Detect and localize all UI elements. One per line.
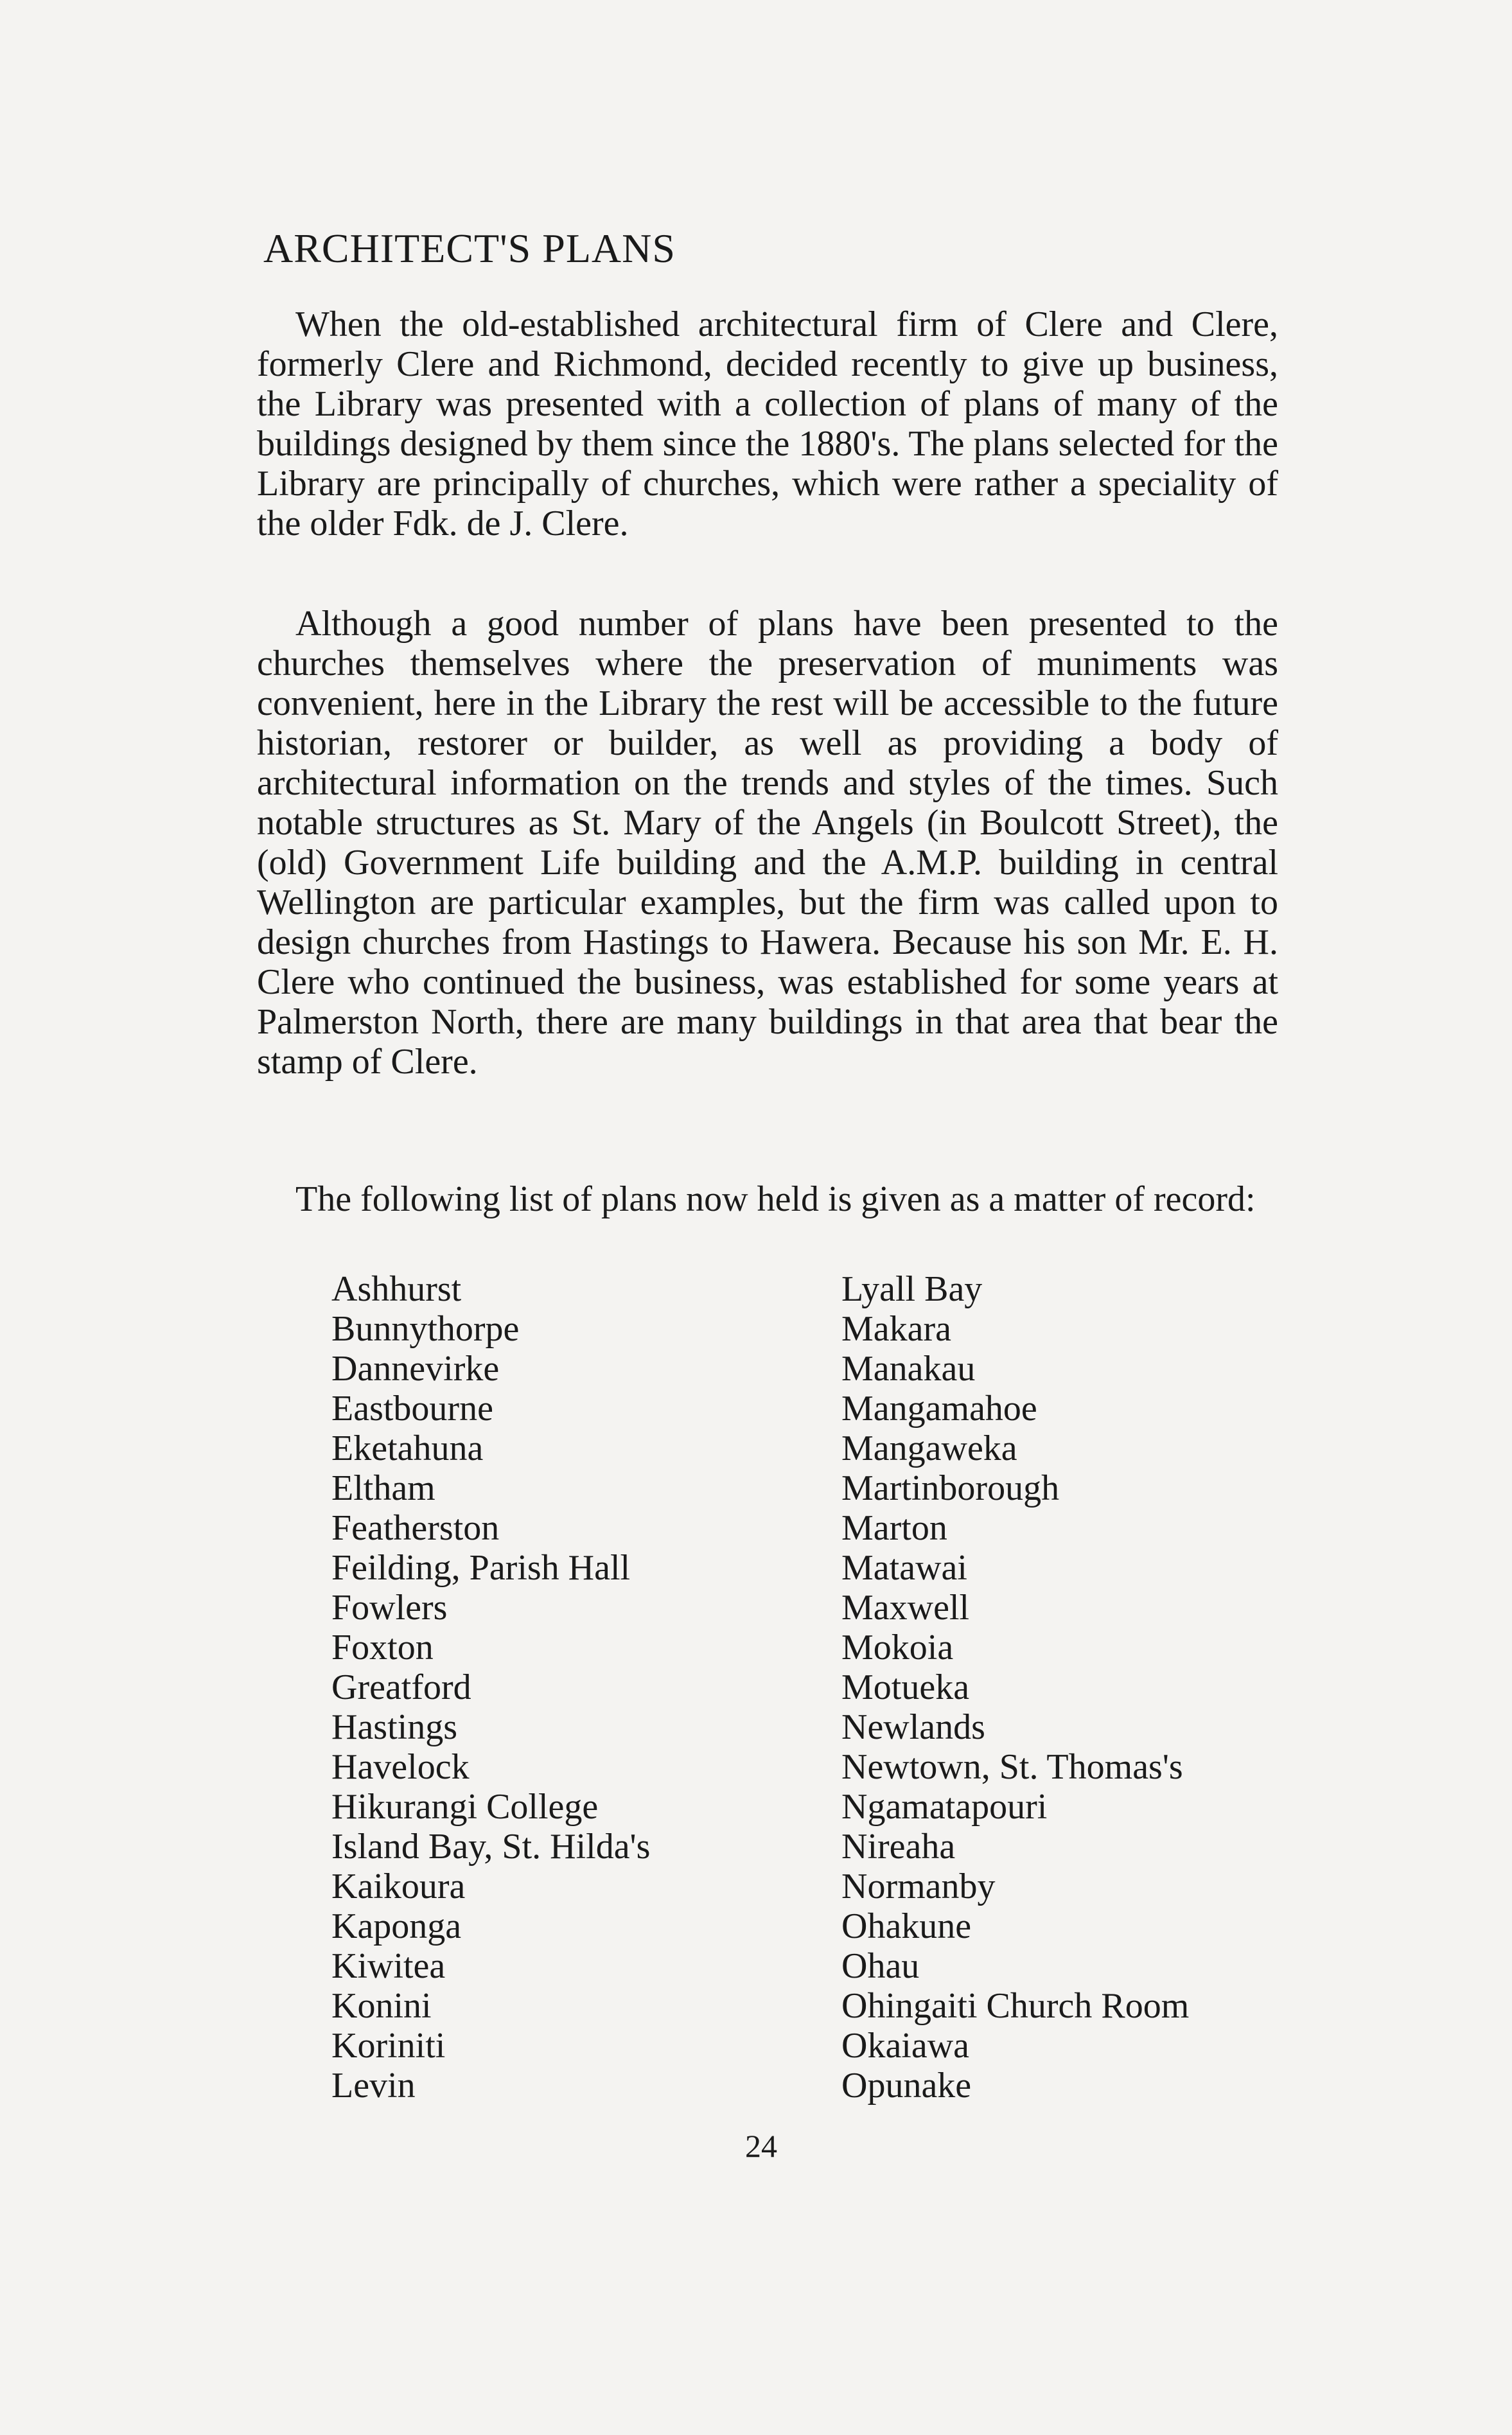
list-item: Marton — [841, 1508, 947, 1548]
list-item: Opunake — [841, 2066, 972, 2105]
list-item: Kiwitea — [331, 1946, 446, 1986]
list-item: Mangaweka — [841, 1428, 1017, 1468]
list-item: Hastings — [331, 1707, 457, 1747]
page-number: 24 — [745, 2128, 777, 2164]
list-item: Ashhurst — [331, 1269, 462, 1309]
list-item: Okaiawa — [841, 2026, 970, 2066]
list-item: Lyall Bay — [841, 1269, 983, 1309]
list-item: Newtown, St. Thomas's — [841, 1747, 1183, 1787]
page-heading: ARCHITECT'S PLANS — [263, 225, 676, 271]
list-item: Havelock — [331, 1747, 470, 1787]
list-item: Mokoia — [841, 1628, 954, 1667]
list-item: Makara — [841, 1309, 952, 1349]
plans-list-left — [331, 1269, 650, 2105]
list-item: Ohau — [841, 1946, 920, 1986]
list-item: Feilding, Parish Hall — [331, 1548, 631, 1588]
list-item: Hikurangi College — [331, 1787, 599, 1827]
list-item: Matawai — [841, 1548, 967, 1588]
list-item: Ohakune — [841, 1906, 972, 1946]
list-item: Foxton — [331, 1628, 434, 1667]
list-item: Martinborough — [841, 1468, 1060, 1508]
list-item: Greatford — [331, 1667, 471, 1707]
list-item: Kaponga — [331, 1906, 462, 1946]
list-item: Levin — [331, 2066, 416, 2105]
list-item: Normanby — [841, 1867, 996, 1906]
list-item: Konini — [331, 1986, 432, 2026]
list-item: Fowlers — [331, 1588, 448, 1628]
list-item: Featherston — [331, 1508, 500, 1548]
list-item: Ohingaiti Church Room — [841, 1986, 1190, 2026]
list-item: Eltham — [331, 1468, 435, 1508]
list-item: Eketahuna — [331, 1428, 484, 1468]
paragraph-1: When the old-established architectural firm of Clere and Clere, formerly Clere and Richmond, decided recently to give up business, the Library was presented with a collection of plans of many of the buildings designed by them since the 1880's. The plans selected for the Library are principally of churches, which were rather a speciality of the older Fdk. de J. Clere. — [257, 304, 1278, 543]
list-item: Newlands — [841, 1707, 985, 1747]
list-item: Maxwell — [841, 1588, 970, 1628]
paragraph-2: Although a good number of plans have been presented to the churches themselves where the preservation of muniments was convenient, here in the Library the rest will be accessible to the future historian, restorer or builder, as well as providing a body of architectural information on the trends and styles of the times. Such notable structures as St. Mary of the Angels (in Boulcott Street), the (old) Government Life building and the A.M.P. building in central Wellington are particular examples, but the firm was called upon to design churches from Hastings to Hawera. Because his son Mr. E. H. Clere who continued the business, was established for some years at Palmerston North, there are many buildings in that area that bear the stamp of Clere. — [257, 604, 1278, 1082]
list-item: Bunnythorpe — [331, 1309, 520, 1349]
list-item: Motueka — [841, 1667, 970, 1707]
list-item: Ngamatapouri — [841, 1787, 1048, 1827]
list-item: Island Bay, St. Hilda's — [331, 1827, 651, 1867]
list-item: Koriniti — [331, 2026, 446, 2066]
list-item: Eastbourne — [331, 1389, 493, 1428]
list-item: Nireaha — [841, 1827, 956, 1867]
list-item: Dannevirke — [331, 1349, 500, 1389]
list-item: Kaikoura — [331, 1867, 466, 1906]
paragraph-3: The following list of plans now held is given as a matter of record: — [295, 1179, 1256, 1219]
list-item: Manakau — [841, 1349, 976, 1389]
plans-list-right — [841, 1269, 1189, 2105]
list-item: Mangamahoe — [841, 1389, 1037, 1428]
